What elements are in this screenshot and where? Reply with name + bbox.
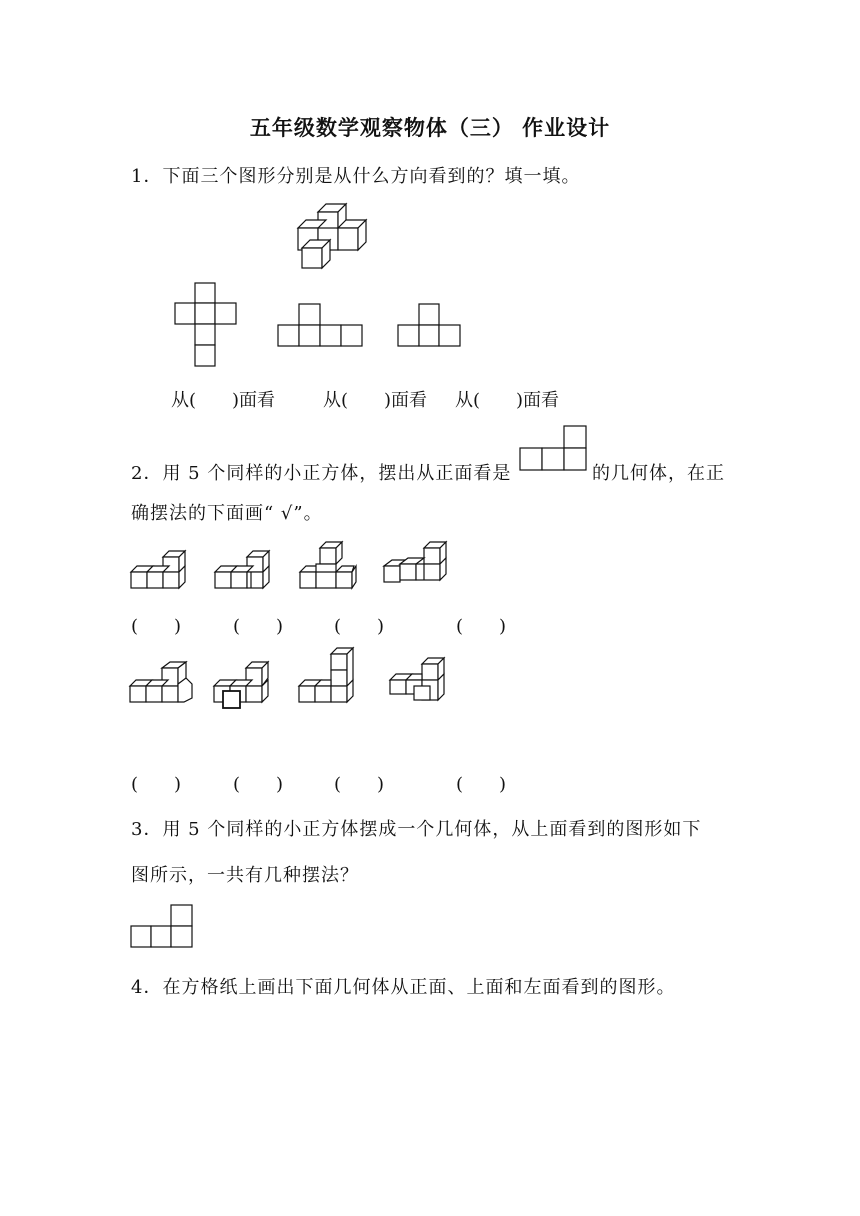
question-2-text-b: 的几何体，在正 [592, 463, 725, 484]
q2-option-8 [388, 656, 450, 704]
q3-top-view [130, 904, 194, 948]
q1-solid-figure [296, 200, 372, 272]
q2-option-7 [297, 646, 359, 704]
q2-blank-8[interactable]: ( ) [456, 774, 507, 795]
q2-blank-5[interactable]: ( ) [131, 774, 182, 795]
question-2-text-a: 2．用 5 个同样的小正方体，摆出从正面看是 [131, 463, 512, 484]
q2-blank-3[interactable]: ( ) [334, 616, 385, 637]
question-3-text-b: 图所示，一共有几种摆法？ [131, 865, 359, 886]
question-3-text-a: 3．用 5 个同样的小正方体摆成一个几何体，从上面看到的图形如下 [131, 819, 702, 840]
q2-blank-4[interactable]: ( ) [456, 616, 507, 637]
q2-blank-2[interactable]: ( ) [233, 616, 284, 637]
q1-view-row [278, 303, 364, 347]
q1-answer-1[interactable]: 从( )面看 [171, 390, 276, 411]
q2-blank-7[interactable]: ( ) [334, 774, 385, 795]
q2-option-4 [382, 540, 452, 584]
q2-option-3 [298, 540, 358, 590]
q1-view-t [398, 303, 462, 347]
q2-option-6 [212, 660, 274, 710]
q2-option-5 [128, 660, 194, 704]
q1-answer-2[interactable]: 从( )面看 [323, 390, 428, 411]
q2-blank-6[interactable]: ( ) [233, 774, 284, 795]
q2-blank-1[interactable]: ( ) [131, 616, 182, 637]
q2-front-view [518, 425, 588, 471]
q1-view-cross [174, 283, 238, 367]
q2-option-2 [213, 548, 273, 590]
q2-option-1 [129, 548, 189, 590]
question-2-text-c: 确摆法的下面画“ √”。 [131, 503, 323, 524]
page-title: 五年级数学观察物体（三） 作业设计 [249, 115, 611, 140]
question-1-text: 1．下面三个图形分别是从什么方向看到的？填一填。 [131, 166, 581, 187]
question-4-text: 4．在方格纸上画出下面几何体从正面、上面和左面看到的图形。 [131, 977, 676, 998]
q1-answer-3[interactable]: 从( )面看 [455, 390, 560, 411]
